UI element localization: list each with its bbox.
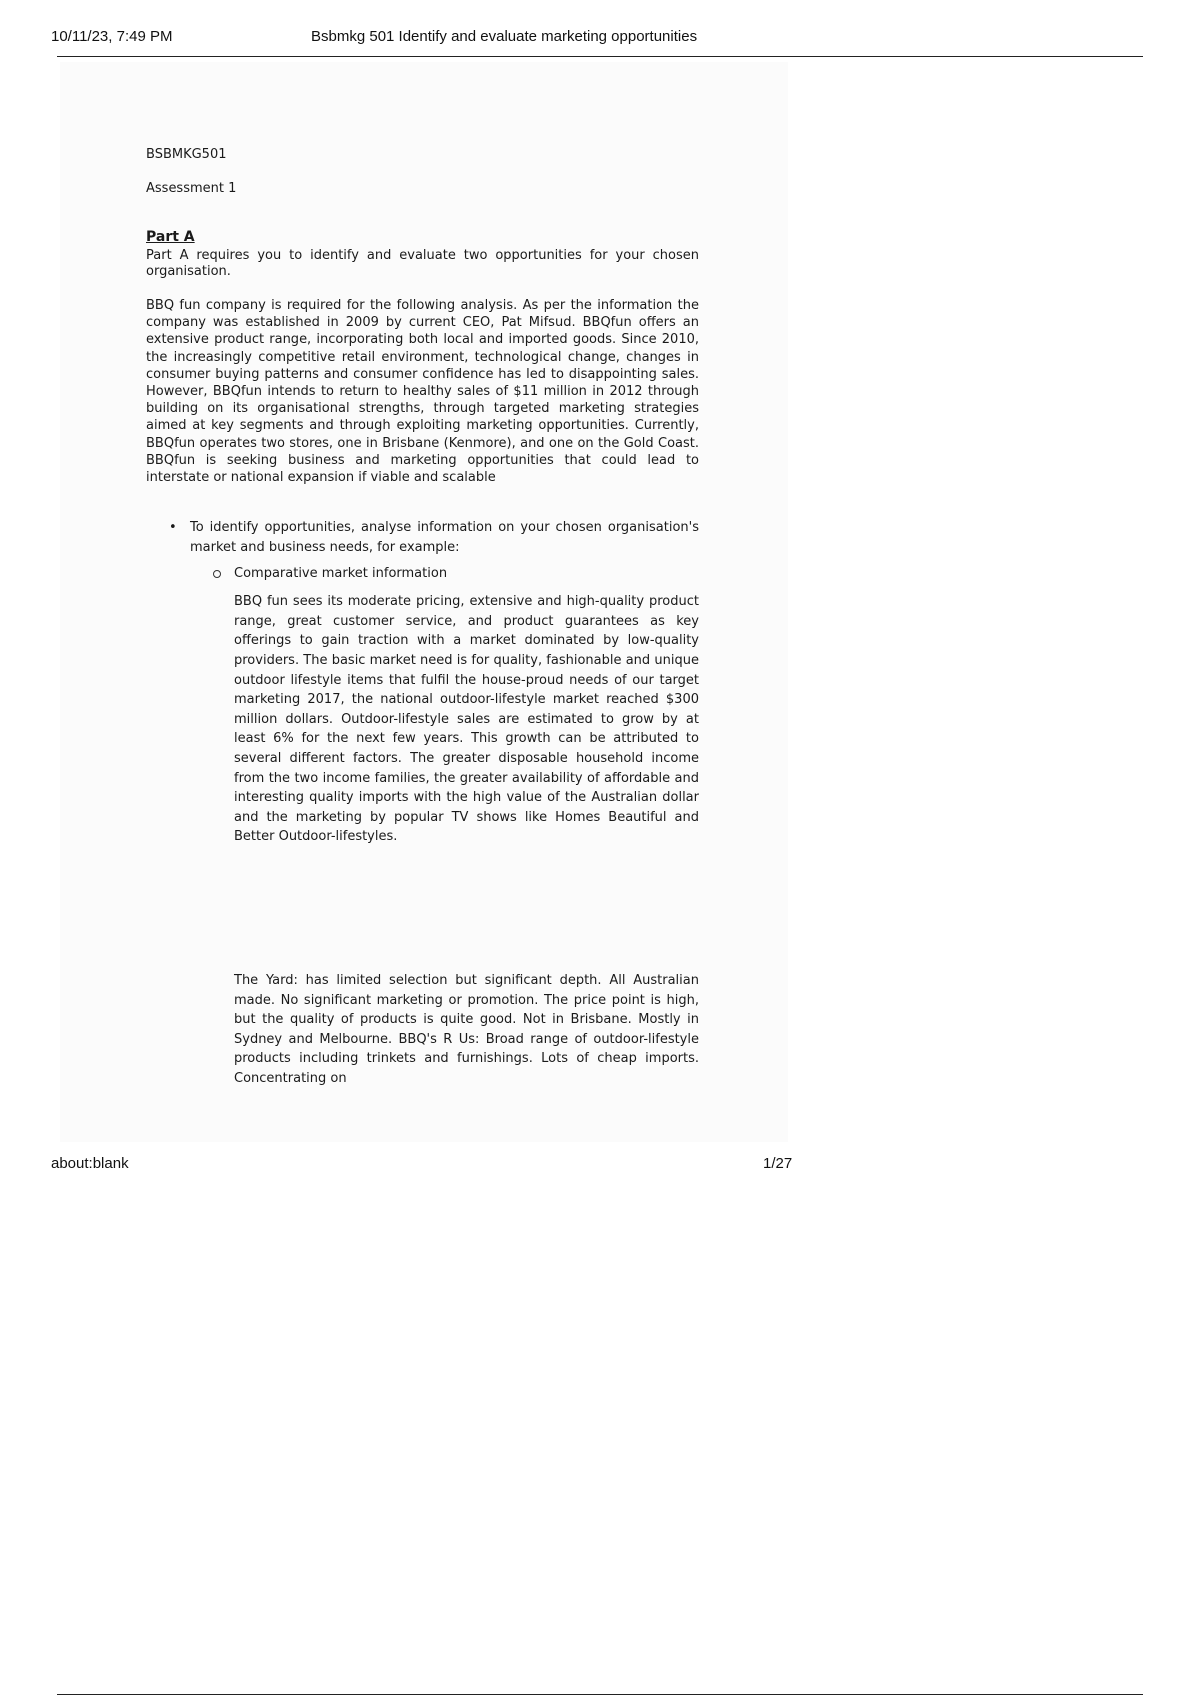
hollow-circle-bullet-icon (213, 570, 221, 578)
print-document-title: Bsbmkg 501 Identify and evaluate marketing opportunities (311, 28, 698, 45)
bullet-text: To identify opportunities, analyse information on your chosen organisation's market and business needs, for example: (190, 520, 699, 556)
assessment-label: Assessment 1 (146, 181, 237, 196)
course-code: BSBMKG501 (146, 147, 227, 162)
competitor-paragraph: The Yard: has limited selection but significant depth. All Australian made. No significant marketing or promotion. The price point is high, but the quality of products is quite good. Not in Brisbane. Mostly in Sydney and Melbourne. BBQ's R Us: Broad range of outdoor-lifestyle products including trinkets and furnishings. Lots of cheap imports. Concentrating on (234, 972, 699, 1086)
page-indicator: 1/27 (763, 1155, 793, 1172)
document-body (146, 146, 699, 1089)
part-a-heading: Part A (146, 229, 195, 245)
sub-bullet-list (146, 564, 699, 584)
market-information-paragraph: BBQ fun sees its moderate pricing, extensive and high-quality product range, great customer service, and product guarantees as key offerings to gain traction with a market dominated by low-quality providers. The basic market need is for quality, fashionable and unique outdoor lifestyle items that fulfil the house-proud needs of our target marketing 2017, the national outdoor-lifestyle market reached $300 million dollars. Outdoor-lifestyle sales are estimated to grow by at least 6% for the next few years. This growth can be attributed to several different factors. The greater disposable household income from the two income families, the greater availability of affordable and interesting quality imports with the high value of the Australian dollar and the marketing by popular TV shows like Homes Beautiful and Better Outdoor-lifestyles. (234, 594, 699, 845)
task-bullet-list (146, 518, 699, 558)
sub-bullet-text: Comparative market information (234, 566, 448, 582)
list-item (146, 518, 699, 558)
footer-divider (57, 1694, 1143, 1695)
list-item (146, 564, 699, 584)
print-datetime: 10/11/23, 7:49 PM (51, 28, 173, 45)
company-overview-paragraph: BBQ fun company is required for the following analysis. As per the information the company was established in 2009 by current CEO, Pat Mifsud. BBQfun offers an extensive product range, incorporating both local and imported goods. Since 2010, the increasingly competitive retail environment, technological change, changes in consumer buying patterns and consumer confidence has led to disappointing sales. However, BBQfun intends to return to healthy sales of $11 million in 2012 through building on its organisational strengths, through targeted marketing strategies aimed at key segments and through exploiting marketing opportunities. Currently, BBQfun operates two stores, one in Brisbane (Kenmore), and one on the Gold Coast. BBQfun is seeking business and marketing opportunities that could lead to interstate or national expansion if viable and scalable (146, 298, 699, 486)
part-a-intro: Part A requires you to identify and evaluate two opportunities for your chosen organisation. (146, 248, 699, 279)
bullet-icon: • (169, 520, 177, 536)
print-footer-url: about:blank (51, 1155, 129, 1172)
